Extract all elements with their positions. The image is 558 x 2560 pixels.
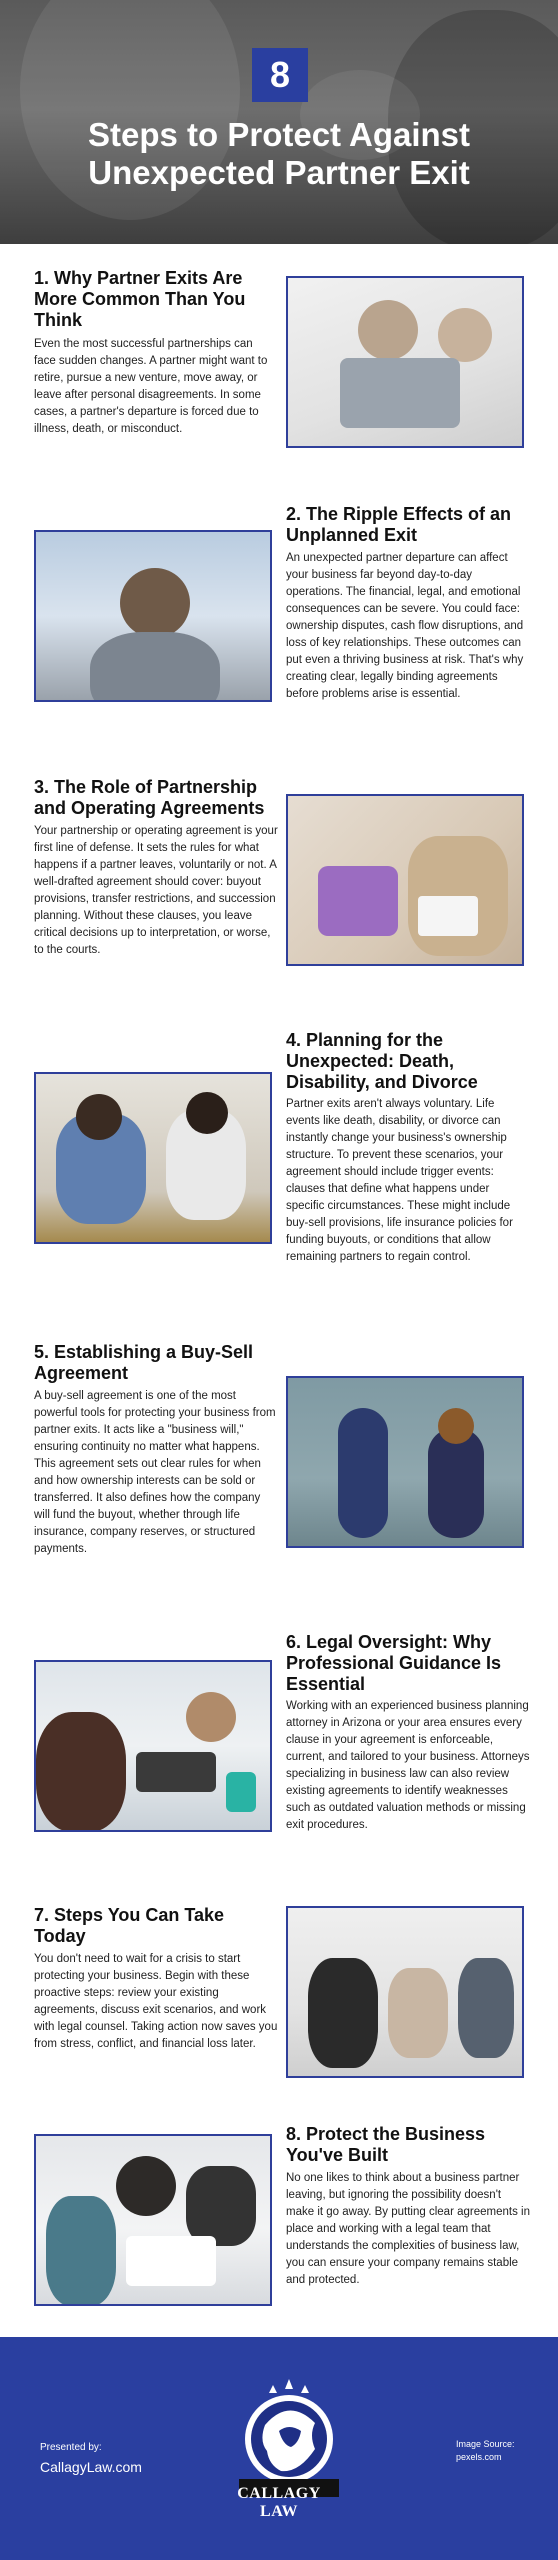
section-8-photo bbox=[34, 2134, 272, 2306]
hero-title-line-2: Unexpected Partner Exit bbox=[88, 154, 470, 191]
section-5-title: 5. Establishing a Buy-Sell Agreement bbox=[34, 1342, 254, 1383]
logo-wordmark: CALLAGY LAW bbox=[237, 2485, 321, 2520]
section-2-body: An unexpected partner departure can affect your business far beyond day-to-day operations. The financial, legal, and emotional consequences can be severe. You could face: ownership disputes, cash flow disruptions, and loss of key relationships. These outcomes can put even a thriving business at risk. That's why creating clear, legally binding agreements before problems arise is essential. bbox=[286, 552, 524, 700]
section-4-title: 4. Planning for the Unexpected: Death, Disability, and Divorce bbox=[286, 1030, 478, 1092]
section-1-title: 1. Why Partner Exits Are More Common Than You Think bbox=[34, 268, 246, 330]
hero-banner bbox=[0, 0, 558, 244]
presented-by-label: Presented by: bbox=[40, 2442, 102, 2453]
section-3-title: 3. The Role of Partnership and Operating Agreements bbox=[34, 777, 265, 818]
section-1-photo bbox=[286, 276, 524, 448]
section-8-title: 8. Protect the Business You've Built bbox=[286, 2124, 486, 2165]
section-7-body: You don't need to wait for a crisis to start protecting your business. Begin with these proactive steps: review your existing agreements, discuss exit scenarios, and work with legal counsel. Taking action now saves you from stress, conflict, and financial loss later. bbox=[34, 1953, 278, 2050]
hero-title bbox=[0, 116, 558, 192]
section-2-title: 2. The Ripple Effects of an Unplanned Exit bbox=[286, 504, 512, 545]
image-source-label: Image Source: bbox=[456, 2439, 515, 2449]
section-4-photo bbox=[34, 1072, 272, 1244]
presenter-site-link[interactable]: CallagyLaw.com bbox=[40, 2459, 142, 2475]
section-6-body: Working with an experienced business planning attorney in Arizona or your area ensures every clause in your agreement is enforceable, current, and tailored to your business. Attorneys specializing in business law can also review existing agreements to identify weaknesses such as outdated valuation methods or missing exit procedures. bbox=[286, 1700, 530, 1831]
section-2-photo bbox=[34, 530, 272, 702]
section-7-photo bbox=[286, 1906, 524, 2078]
hero-title-line-1: Steps to Protect Against bbox=[88, 116, 470, 153]
image-source-value: pexels.com bbox=[456, 2452, 502, 2462]
section-5-photo bbox=[286, 1376, 524, 1548]
section-8-body: No one likes to think about a business partner leaving, but ignoring the possibility doesn't make it go away. By putting clear agreements in place and working with a legal team that understands the complexities of business law, you can ensure your company remains stable and protected. bbox=[286, 2172, 530, 2286]
footer bbox=[0, 2337, 558, 2560]
section-3-photo bbox=[286, 794, 524, 966]
section-7-title: 7. Steps You Can Take Today bbox=[34, 1905, 225, 1946]
section-3-body: Your partnership or operating agreement is your first line of defense. It sets the rules for what happens if a partner leaves, voluntarily or not. A well-drafted agreement should cover: buyout provisions, transfer restrictions, and succession planning. Without these clauses, you leave critical decisions up to interpretation, or worse, to the courts. bbox=[34, 825, 278, 956]
section-6-photo bbox=[34, 1660, 272, 1832]
section-5-body: A buy-sell agreement is one of the most powerful tools for protecting your business from partner exits. It acts like a "business will," ensuring continuity no matter what happens. This agreement sets out clear rules for when and how ownership interests can be sold or transferred. It also defines how the company will fund the buyout, whether through life insurance, company reserves, or structured payments. bbox=[34, 1390, 276, 1555]
hero-number-badge: 8 bbox=[252, 48, 308, 102]
section-4-body: Partner exits aren't always voluntary. Life events like death, disability, or divorce can instantly change your business's ownership structure. To prevent these scenarios, your agreement should include trigger events: clauses that define what happens under specific circumstances. These might include buy-sell provisions, life insurance policies for funding buyouts, or conditions that allow remaining partners to regain control. bbox=[286, 1098, 513, 1263]
section-1-body: Even the most successful partnerships can face sudden changes. A partner might want to retire, pursue a new venture, move away, or leave after personal disagreements. In some cases, a partner's departure is forced due to illness, death, or misconduct. bbox=[34, 338, 268, 435]
section-6-title: 6. Legal Oversight: Why Professional Guidance Is Essential bbox=[286, 1632, 502, 1694]
